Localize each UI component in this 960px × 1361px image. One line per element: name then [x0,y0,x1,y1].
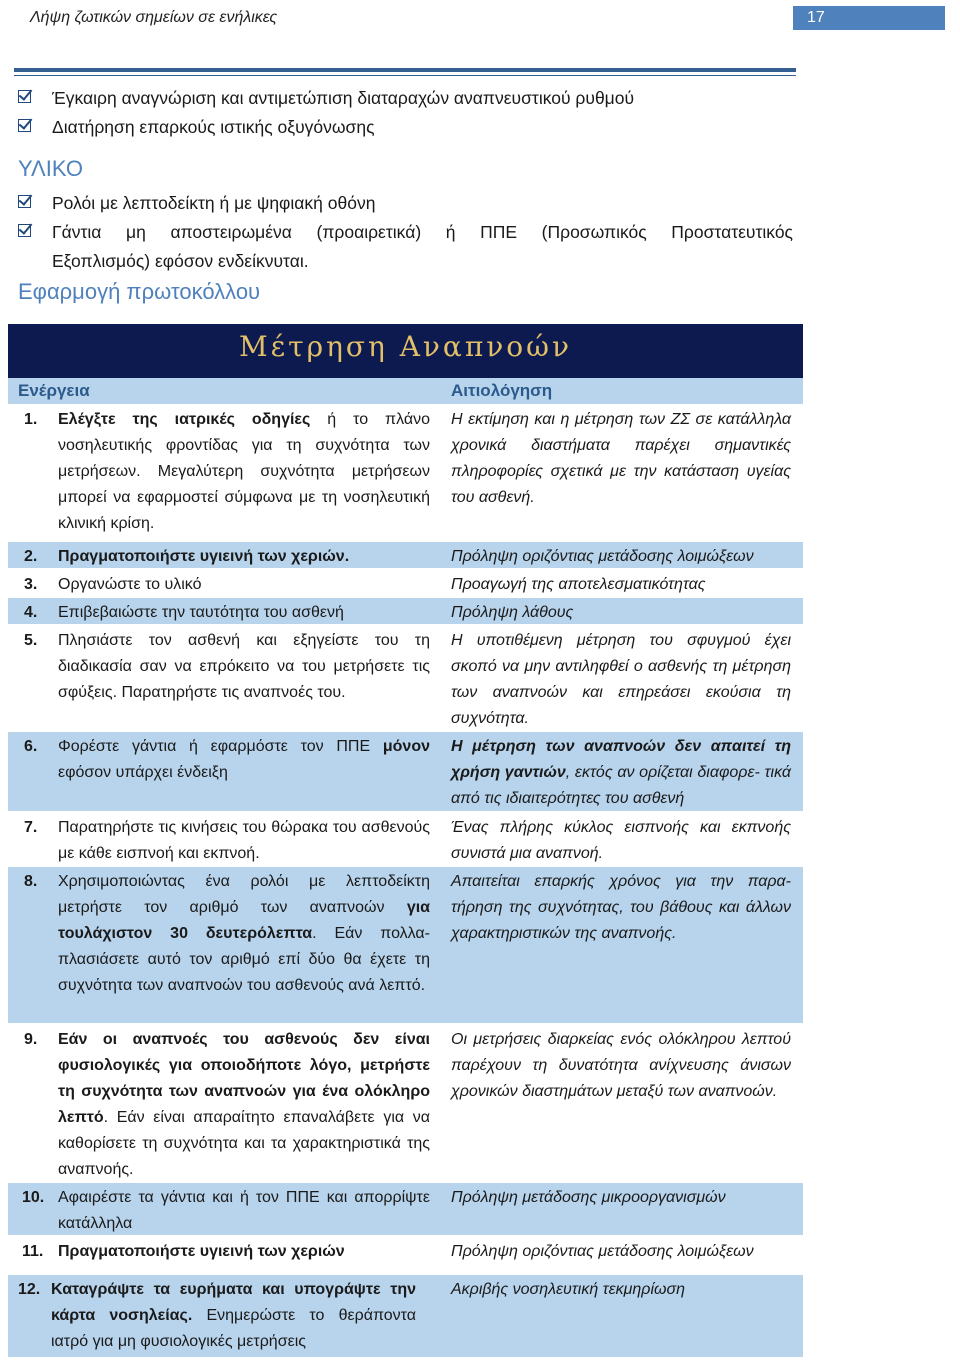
reason-text: Απαιτείται επαρκής χρόνος για την παρα- τήρηση της συχνότητας, του βάθους και άλλων χαρακτηριστικών της αναπνοής. [451,873,791,942]
table-banner [8,324,803,378]
action-text: Χρησιμοποιώντας ένα ρολόι με λεπτοδείκτη μετρήστε τον αριθμό των αναπνοών για τουλάχιστον 30 δευτερόλεπτα. Εάν πολλα- πλασιάσετε αυτό τον αριθμό επί δύο θα έχετε τη συχνότητα των αναπνοών του ασθενούς ανά λεπτό. [58,873,431,994]
reason-text: Οι μετρήσεις διαρκείας ενός ολόκληρου λεπτού παρέχουν τη δυνατότητα ανίχνευσης άνισων χρονικών διαστημάτων μεταξύ των αναπνοών. [451,1031,791,1100]
table-row: 8. Χρησιμοποιώντας ένα ρολόι με λεπτοδείκτη μετρήστε τον αριθμό των αναπνοών για τουλάχιστον 30 δευτερόλεπτα. Εάν πολλα- πλασιάσετε αυτό τον αριθμό επί δύο θα έχετε τη συχνότητα των αναπνοών του ασθενούς ανά λεπτό. Απαιτείται επαρκής χρόνος για την παρα- τήρηση της συχνότητας, του βάθους και άλλων χαρακτηριστικών της αναπνοής. [8,867,803,1025]
reason-text: Ένας πλήρης κύκλος εισπνοής και εκπνοής συνιστά μια αναπνοή. [451,819,791,862]
table-row: 4. Επιβεβαιώστε την ταυτότητα του ασθενή Πρόληψη λάθους [8,598,803,626]
table-row: 12. Καταγράψτε τα ευρήματα και υπογράψτε την κάρτα νοσηλείας. Ενημερώστε το θεράποντα ιατρό για μη φυσιολογικές μετρήσεις Ακριβής νοσηλευτική τεκμηρίωση [8,1275,803,1359]
action-text: Οργανώστε το υλικό [58,576,202,593]
table-row: 10. Αφαιρέστε τα γάντια και ή τον ΠΠΕ και απορρίψτε κατάλληλα Πρόληψη μετάδοσης μικροοργανισμών [8,1183,803,1237]
reason-text: Πρόληψη μετάδοσης μικροοργανισμών [451,1189,726,1206]
action-text: Φορέστε γάντια ή εφαρμόστε τον ΠΠΕ μόνον εφόσον υπάρχει ένδειξη [58,738,430,781]
action-text: Επιβεβαιώστε την ταυτότητα του ασθενή [58,604,344,621]
reason-text: Πρόληψη οριζόντιας μετάδοσης λοιμώξεων [451,548,754,565]
table-row: 9. Εάν οι αναπνοές του ασθενούς δεν είναι φυσιολογικές για οποιοδήποτε λόγο, μετρήστε τη συχνότητα των αναπνοών για ένα ολόκληρο λεπτό. Εάν είναι απαραίτητο επαναλάβετε για να καθορίσετε τη συχνότητα και τα χαρακτηριστικά της αναπνοής. Οι μετρήσεις διαρκείας ενός ολόκληρου λεπτού παρέχουν τη δυνατότητα ανίχνευσης άνισων χρονικών διαστημάτων μεταξύ των αναπνοών. [8,1025,803,1183]
action-text: Παρατηρήστε τις κινήσεις του θώρακα του ασθενούς με κάθε εισπνοή και εκπνοή. [58,819,430,862]
action-text: Ελέγξτε της ιατρικές οδηγίες ή το πλάνο νοσηλευτικής φροντίδας για τη συχνότητα των μετρήσεων. Μεγαλύτερη συχνότητα μετρήσεων μπορεί να εφαρμοστεί σύμφωνα με τη νοσηλευτική κλινική κρίση. [58,411,431,532]
action-text: Πραγματοποιήστε υγιεινή των χεριών [58,1243,345,1260]
header-rule [14,68,796,72]
action-text: Πραγματοποιήστε υγιεινή των χεριών. [58,548,350,565]
reason-text: Η υποτιθέμενη μέτρηση του σφυγμού έχει σκοπό να μην αντιληφθεί ο ασθενής τη μέτρηση των αναπνοών και επηρεάσει εκούσια τη συχνότητα. [451,632,791,727]
checkbox-icon [18,119,31,132]
table-row: 6. Φορέστε γάντια ή εφαρμόστε τον ΠΠΕ μόνον εφόσον υπάρχει ένδειξη Η μέτρηση των αναπνοών δεν απαιτεί τη χρήση γαντιών, εκτός αν ορίζεται διαφορε- τικά από τις ιδιαιτερότητες του ασθενή [8,732,803,813]
table-header-row [8,378,803,404]
action-text: Πλησιάστε τον ασθενή και εξηγείστε του τη διαδικασία σαν να επρόκειτο να του μετρήσετε τις σφύξεις. Παρατηρήστε τις αναπνοές του. [58,632,430,701]
column-header-action: Ενέργεια [18,381,90,400]
materials-heading: ΥΛΙΚΟ [18,156,83,181]
action-text: Εάν οι αναπνοές του ασθενούς δεν είναι φυσιολογικές για οποιοδήποτε λόγο, μετρήστε τη συχνότητα των αναπνοών για ένα ολόκληρο λεπτό. Εάν είναι απαραίτητο επαναλάβετε για να καθορίσετε τη συχνότητα και τα χαρακτηριστικά της αναπνοής. [58,1031,430,1178]
table-row: 5. Πλησιάστε τον ασθενή και εξηγείστε του τη διαδικασία σαν να επρόκειτο να του μετρήσετε τις σφύξεις. Παρατηρήστε τις αναπνοές του. Η υποτιθέμενη μέτρηση του σφυγμού έχει σκοπό να μην αντιληφθεί ο ασθενής τη μέτρηση των αναπνοών και επηρεάσει εκούσια τη συχνότητα. [8,626,803,732]
page-header [0,0,960,40]
reason-text: Προαγωγή της αποτελεσματικότητας [451,576,706,593]
checkbox-icon [18,224,31,237]
reason-text: Πρόληψη λάθους [451,604,574,621]
reason-text: Η εκτίμηση και η μέτρηση των ΖΣ σε κατάλληλα χρονικά διαστήματα παρέχει σημαντικές πληροφορίες σχετικά με την κατάσταση υγείας του ασθενή. [451,411,791,506]
column-header-reason: Αιτιολόγηση [451,381,553,400]
table-row: 3. Οργανώστε το υλικό Προαγωγή της αποτελεσματικότητας [8,570,803,598]
reason-text: Πρόληψη οριζόντιας μετάδοσης λοιμώξεων [451,1243,754,1260]
table-row: 7. Παρατηρήστε τις κινήσεις του θώρακα του ασθενούς με κάθε εισπνοή και εκπνοή. Ένας πλήρης κύκλος εισπνοής και εκπνοής συνιστά μια αναπνοή. [8,813,803,867]
table-row: 11. Πραγματοποιήστε υγιεινή των χεριών Πρόληψη οριζόντιας μετάδοσης λοιμώξεων [8,1237,803,1275]
checkbox-icon [18,195,31,208]
table-title: Μέτρηση Αναπνοών [239,330,572,363]
table-row: 2. Πραγματοποιήστε υγιεινή των χεριών. Πρόληψη οριζόντιας μετάδοσης λοιμώξεων [8,542,803,570]
protocol-heading: Εφαρμογή πρωτοκόλλου [18,279,261,304]
checkbox-icon [18,90,31,103]
table-row: 1. Ελέγξτε της ιατρικές οδηγίες ή το πλάνο νοσηλευτικής φροντίδας για τη συχνότητα των μετρήσεων. Μεγαλύτερη συχνότητα μετρήσεων μπορεί να εφαρμοστεί σύμφωνα με τη νοσηλευτική κλινική κρίση. Η εκτίμηση και η μέτρηση των ΖΣ σε κατάλληλα χρονικά διαστήματα παρέχει σημαντικές πληροφορίες σχετικά με την κατάσταση υγείας του ασθενή. [8,405,803,542]
page-number: 17 [793,6,945,30]
reason-text: Ακριβής νοσηλευτική τεκμηρίωση [451,1281,686,1298]
reason-text: Η μέτρηση των αναπνοών δεν απαιτεί τη χρήση γαντιών, εκτός αν ορίζεται διαφορε- τικά από τις ιδιαιτερότητες του ασθενή [451,738,791,807]
header-rule-thin [14,75,796,76]
action-text: Καταγράψτε τα ευρήματα και υπογράψτε την κάρτα νοσηλείας. Ενημερώστε το θεράποντα ιατρό για μη φυσιολογικές μετρήσεις [51,1281,417,1350]
action-text: Αφαιρέστε τα γάντια και ή τον ΠΠΕ και απορρίψτε κατάλληλα [58,1189,430,1232]
header-title: Λήψη ζωτικών σημείων σε ενήλικες [30,9,278,26]
